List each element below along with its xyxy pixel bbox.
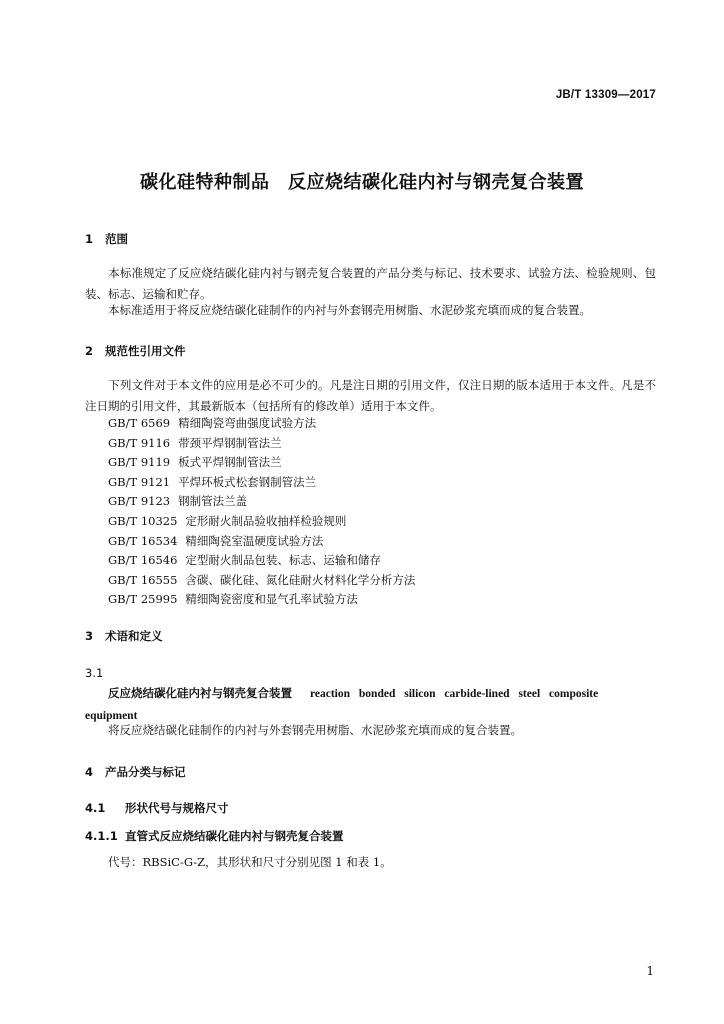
section-number: 1 — [85, 232, 94, 246]
reference-item — [108, 414, 415, 434]
reference-item — [108, 571, 415, 591]
subsection-title: 形状代号与规格尺寸 — [125, 801, 229, 815]
classification-paragraph — [85, 852, 656, 873]
term-chinese: 反应烧结碳化硅内衬与钢壳复合装置 — [108, 686, 292, 700]
reference-item — [108, 492, 415, 512]
reference-title: 精细陶瓷密度和显气孔率试验方法 — [185, 592, 358, 607]
reference-item — [108, 512, 415, 532]
section-number: 3 — [85, 629, 94, 643]
standard-code: JB/T 13309—2017 — [555, 89, 656, 101]
subsection-number: 4.1 — [85, 801, 106, 815]
scope-paragraph-2 — [85, 300, 656, 321]
reference-code: GB/T 9121 — [108, 474, 171, 489]
scope-text-2: 本标准适用于将反应烧结碳化硅制作的内衬与外套钢壳用树脂、水泥砂浆充填而成的复合装置。 — [108, 303, 591, 317]
scope-paragraph-1 — [85, 263, 656, 305]
reference-item — [108, 590, 415, 610]
term-definition-text: 将反应烧结碳化硅制作的内衬与外套钢壳用树脂、水泥砂浆充填而成的复合装置。 — [108, 723, 522, 737]
normative-intro-text: 下列文件对于本文件的应用是必不可少的。凡是注日期的引用文件，仅注日期的版本适用于本文件。凡是不注日期的引用文件，其最新版本（包括所有的修改单）适用于本文件。 — [85, 378, 656, 413]
reference-title: 板式平焊钢制管法兰 — [178, 455, 282, 470]
term-number: 3.1 — [85, 666, 104, 680]
reference-item — [108, 532, 415, 552]
reference-item — [108, 473, 415, 493]
reference-item — [108, 551, 415, 571]
reference-code: GB/T 9119 — [108, 455, 171, 470]
section-1-heading — [85, 231, 128, 247]
section-title: 范围 — [105, 232, 128, 246]
section-number: 2 — [85, 344, 94, 358]
subsection-4-1-1-heading — [85, 828, 344, 844]
document-title: 碳化硅特种制品 反应烧结碳化硅内衬与钢壳复合装置 — [140, 172, 584, 193]
reference-code: GB/T 9116 — [108, 435, 171, 450]
reference-code: GB/T 25995 — [108, 592, 178, 607]
reference-title: 精细陶瓷弯曲强度试验方法 — [178, 416, 317, 430]
scope-text-1: 本标准规定了反应烧结碳化硅内衬与钢壳复合装置的产品分类与标记、技术要求、试验方法、检验规则、包装、标志、运输和贮存。 — [85, 266, 656, 301]
reference-code: GB/T 9123 — [108, 494, 171, 509]
term-english: reaction bonded silicon carbide-lined steel composite — [310, 688, 599, 700]
section-number: 4 — [85, 765, 94, 779]
term-definition — [85, 720, 656, 741]
reference-code: GB/T 6569 — [108, 416, 171, 430]
reference-title: 精细陶瓷室温硬度试验方法 — [185, 533, 324, 548]
reference-code: GB/T 16555 — [108, 572, 178, 587]
reference-code: GB/T 16546 — [108, 553, 178, 568]
section-4-heading — [85, 764, 186, 780]
subsection-number: 4.1.1 — [85, 829, 118, 843]
reference-item — [108, 453, 415, 473]
section-title: 规范性引用文件 — [105, 344, 186, 358]
page-number: 1 — [646, 964, 654, 978]
reference-title: 钢制管法兰盖 — [178, 494, 248, 509]
subsection-title: 直管式反应烧结碳化硅内衬与钢壳复合装置 — [125, 829, 344, 843]
section-3-heading — [85, 628, 163, 644]
reference-code: GB/T 10325 — [108, 513, 178, 528]
section-2-heading — [85, 343, 186, 359]
reference-title: 带颈平焊钢制管法兰 — [178, 435, 282, 450]
reference-title: 含碳、碳化硅、氮化硅耐火材料化学分析方法 — [185, 572, 416, 587]
reference-title: 定型耐火制品包装、标志、运输和储存 — [185, 553, 381, 568]
term-english-continued: equipment — [85, 710, 138, 722]
section-title: 产品分类与标记 — [105, 765, 186, 779]
reference-list — [108, 414, 415, 610]
reference-code: GB/T 16534 — [108, 533, 178, 548]
classification-text: 代号：RBSiC-G-Z，其形状和尺寸分别见图 1 和表 1。 — [108, 855, 392, 869]
section-title: 术语和定义 — [105, 629, 163, 643]
reference-title: 定形耐火制品验收抽样检验规则 — [185, 513, 347, 528]
normative-intro — [85, 375, 656, 417]
reference-item — [108, 434, 415, 454]
subsection-4-1-heading — [85, 800, 229, 816]
reference-title: 平焊环板式松套钢制管法兰 — [178, 474, 317, 489]
